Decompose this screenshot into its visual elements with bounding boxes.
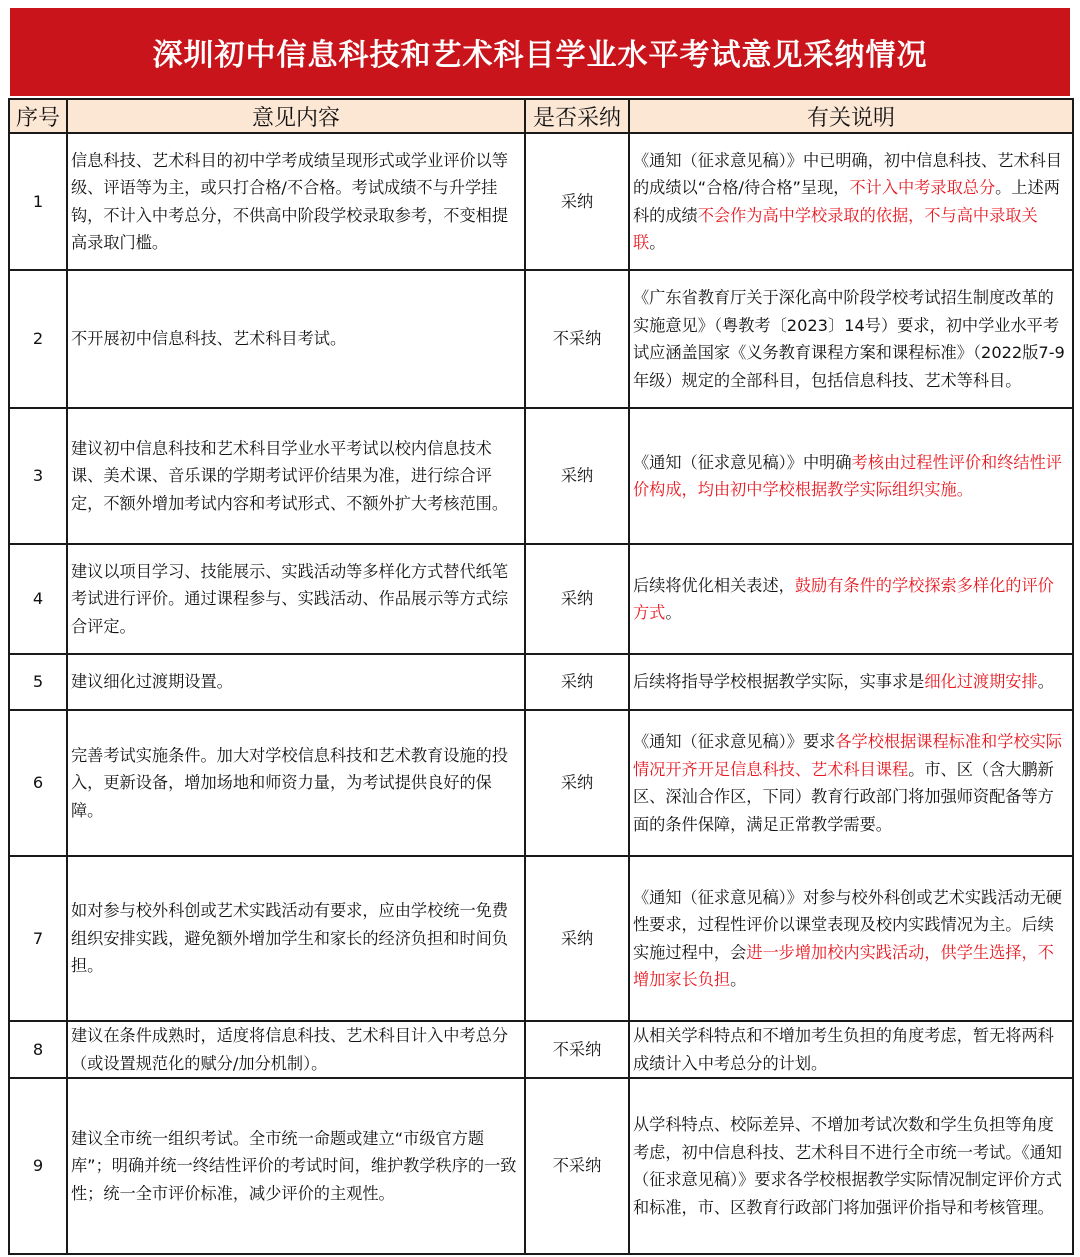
explanation: 《通知（征求意见稿）》中明确考核由过程性评价和终结性评价构成，均由初中学校根据教学实际组织实施。	[629, 408, 1073, 544]
explanation: 《通知（征求意见稿）》对参与校外科创或艺术实践活动无硬性要求，过程性评价以课堂表现及校内实践情况为主。后续实施过程中，会进一步增加校内实践活动，供学生选择，不增加家长负担。	[629, 856, 1073, 1021]
opinion-content: 建议在条件成熟时，适度将信息科技、艺术科目计入中考总分（或设置规范化的赋分/加分机制）。	[67, 1021, 525, 1078]
opinion-content: 建议以项目学习、技能展示、实践活动等多样化方式替代纸笔考试进行评价。通过课程参与、实践活动、作品展示等方式综合评定。	[67, 544, 525, 654]
adoption-status: 采纳	[525, 856, 629, 1021]
opinions-table	[8, 98, 1074, 1255]
explanation: 《通知（征求意见稿）》要求各学校根据课程标准和学校实际情况开齐开足信息科技、艺术科目课程。市、区（含大鹏新区、深汕合作区，下同）教育行政部门将加强师资配备等方面的条件保障，满足正常教学需要。	[629, 710, 1073, 856]
opinion-content: 信息科技、艺术科目的初中学考成绩呈现形式或学业评价以等级、评语等为主，或只打合格/不合格。考试成绩不与升学挂钩，不计入中考总分，不供高中阶段学校录取参考，不变相提高录取门槛。	[67, 133, 525, 270]
opinion-content: 完善考试实施条件。加大对学校信息科技和艺术教育设施的投入，更新设备，增加场地和师资力量，为考试提供良好的保障。	[67, 710, 525, 856]
adoption-status: 采纳	[525, 133, 629, 270]
adoption-status: 不采纳	[525, 270, 629, 408]
table-row	[9, 654, 1073, 710]
opinion-content: 不开展初中信息科技、艺术科目考试。	[67, 270, 525, 408]
header-no: 序号	[9, 99, 67, 133]
table-header-row	[9, 99, 1073, 133]
adoption-status: 采纳	[525, 408, 629, 544]
table-row	[9, 408, 1073, 544]
explanation: 从相关学科特点和不增加考生负担的角度考虑，暂无将两科成绩计入中考总分的计划。	[629, 1021, 1073, 1078]
table-row	[9, 1078, 1073, 1254]
header-adopted: 是否采纳	[525, 99, 629, 133]
row-number: 3	[9, 408, 67, 544]
header-note: 有关说明	[629, 99, 1073, 133]
table-row	[9, 133, 1073, 270]
row-number: 2	[9, 270, 67, 408]
header-content: 意见内容	[67, 99, 525, 133]
row-number: 4	[9, 544, 67, 654]
opinion-content: 建议细化过渡期设置。	[67, 654, 525, 710]
table-row	[9, 270, 1073, 408]
row-number: 5	[9, 654, 67, 710]
page-title: 深圳初中信息科技和艺术科目学业水平考试意见采纳情况	[152, 38, 928, 73]
explanation: 《通知（征求意见稿）》中已明确，初中信息科技、艺术科目的成绩以“合格/待合格”呈现，不计入中考录取总分。上述两科的成绩不会作为高中学校录取的依据，不与高中录取关联。	[629, 133, 1073, 270]
row-number: 9	[9, 1078, 67, 1254]
explanation: 后续将优化相关表述，鼓励有条件的学校探索多样化的评价方式。	[629, 544, 1073, 654]
table-row	[9, 856, 1073, 1021]
row-number: 1	[9, 133, 67, 270]
table-row	[9, 544, 1073, 654]
row-number: 7	[9, 856, 67, 1021]
table-row	[9, 710, 1073, 856]
explanation: 《广东省教育厅关于深化高中阶段学校考试招生制度改革的实施意见》（粤教考〔2023〕14号）要求，初中学业水平考试应涵盖国家《义务教育课程方案和课程标准》（2022版7-9年级）规定的全部科目，包括信息科技、艺术等科目。	[629, 270, 1073, 408]
opinion-content: 如对参与校外科创或艺术实践活动有要求，应由学校统一免费组织安排实践，避免额外增加学生和家长的经济负担和时间负担。	[67, 856, 525, 1021]
opinion-content: 建议初中信息科技和艺术科目学业水平考试以校内信息技术课、美术课、音乐课的学期考试评价结果为准，进行综合评定，不额外增加考试内容和考试形式、不额外扩大考核范围。	[67, 408, 525, 544]
opinion-content: 建议全市统一组织考试。全市统一命题或建立“市级官方题库”；明确并统一终结性评价的考试时间，维护教学秩序的一致性；统一全市评价标准，减少评价的主观性。	[67, 1078, 525, 1254]
explanation: 后续将指导学校根据教学实际，实事求是细化过渡期安排。	[629, 654, 1073, 710]
adoption-status: 不采纳	[525, 1021, 629, 1078]
table-row	[9, 1021, 1073, 1078]
row-number: 8	[9, 1021, 67, 1078]
adoption-status: 不采纳	[525, 1078, 629, 1254]
explanation: 从学科特点、校际差异、不增加考试次数和学生负担等角度考虑，初中信息科技、艺术科目不进行全市统一考试。《通知（征求意见稿）》要求各学校根据教学实际情况制定评价方式和标准，市、区教育行政部门将加强评价指导和考核管理。	[629, 1078, 1073, 1254]
adoption-status: 采纳	[525, 654, 629, 710]
title-banner	[10, 8, 1070, 96]
adoption-status: 采纳	[525, 710, 629, 856]
row-number: 6	[9, 710, 67, 856]
adoption-status: 采纳	[525, 544, 629, 654]
